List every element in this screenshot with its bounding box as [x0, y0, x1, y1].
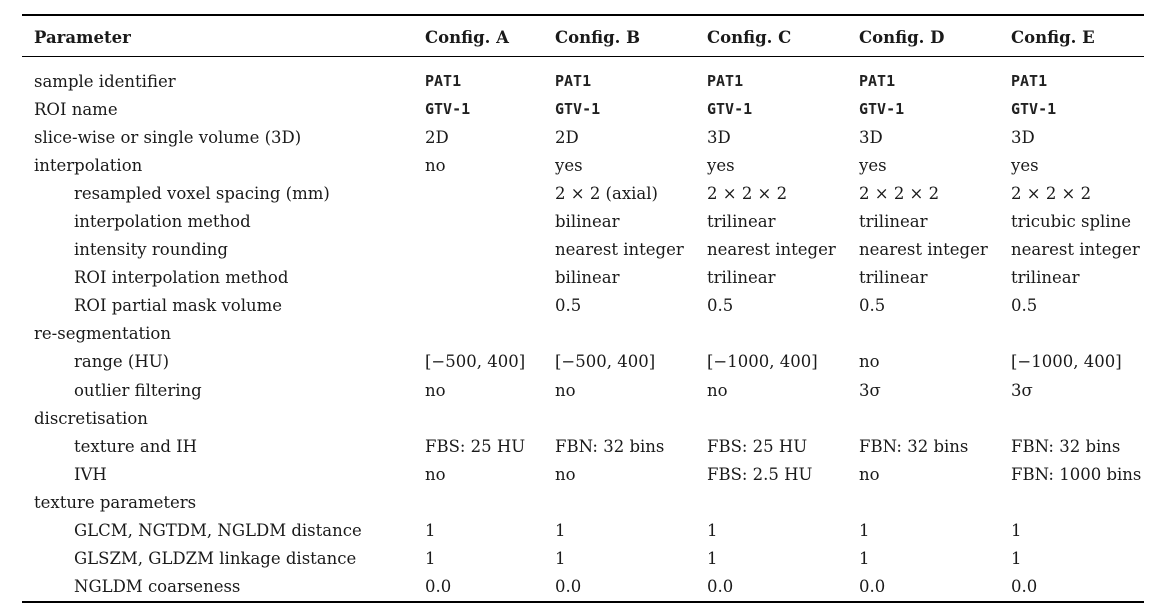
row-label: ROI partial mask volume	[74, 296, 283, 316]
cell-config-e: 3σ	[1011, 380, 1033, 400]
cell-config-c: [−1000, 400]	[707, 352, 818, 372]
row-label: ROI name	[34, 99, 118, 119]
cell-config-e: 1	[1011, 549, 1022, 569]
cell-config-b: PAT1	[555, 72, 592, 91]
cell-config-a	[425, 236, 555, 264]
cell-config-c: yes	[707, 155, 735, 175]
cell-config-e: yes	[1011, 155, 1039, 175]
row-label: sample identifier	[34, 71, 176, 91]
row-label: IVH	[74, 464, 107, 484]
table-row	[22, 517, 1156, 545]
cell-config-b: 0.5	[555, 296, 582, 316]
cell-config-b: 0.0	[555, 577, 582, 597]
cell-config-b: bilinear	[555, 268, 620, 288]
row-label: outlier filtering	[74, 380, 202, 400]
cell-config-e: GTV-1	[1011, 100, 1057, 119]
cell-config-d: 3D	[859, 127, 883, 147]
cell-config-c	[707, 404, 859, 432]
row-label: range (HU)	[74, 352, 170, 372]
cell-config-c: 1	[707, 549, 718, 569]
cell-config-e: 0.0	[1011, 577, 1038, 597]
row-label: GLSZM, GLDZM linkage distance	[74, 549, 357, 569]
cell-config-c: FBS: 2.5 HU	[707, 464, 813, 484]
cell-config-d: trilinear	[859, 212, 928, 232]
cell-config-a: 1	[425, 549, 436, 569]
cell-config-a: FBS: 25 HU	[425, 436, 526, 456]
cell-config-d: 0.0	[859, 577, 886, 597]
table-row	[22, 488, 1156, 516]
table-row	[22, 320, 1156, 348]
cell-config-a: [−500, 400]	[425, 352, 526, 372]
cell-config-c: 2 × 2 × 2	[707, 183, 788, 203]
cell-config-d: 1	[859, 549, 870, 569]
table-row	[22, 151, 1156, 179]
configuration-table-body	[22, 57, 1156, 601]
cell-config-a: 2D	[425, 127, 449, 147]
cell-config-e	[1011, 404, 1156, 432]
cell-config-e	[1011, 320, 1156, 348]
cell-config-d	[859, 404, 1011, 432]
cell-config-e: FBN: 32 bins	[1011, 436, 1121, 456]
row-label: slice-wise or single volume (3D)	[34, 127, 302, 147]
table-row	[22, 95, 1156, 123]
cell-config-d: PAT1	[859, 72, 896, 91]
cell-config-b: no	[555, 464, 576, 484]
row-label: GLCM, NGTDM, NGLDM distance	[74, 521, 362, 541]
table-row	[22, 123, 1156, 151]
cell-config-b	[555, 404, 707, 432]
cell-config-d: 1	[859, 521, 870, 541]
cell-config-e: 3D	[1011, 127, 1035, 147]
cell-config-e	[1011, 488, 1156, 516]
cell-config-a: no	[425, 155, 446, 175]
cell-config-e: 0.5	[1011, 296, 1038, 316]
cell-config-b: nearest integer	[555, 240, 684, 260]
header-config-a: Config. A	[425, 27, 509, 47]
cell-config-e: FBN: 1000 bins	[1011, 464, 1142, 484]
row-label: NGLDM coarseness	[74, 577, 241, 597]
cell-config-c: 3D	[707, 127, 731, 147]
cell-config-d	[859, 488, 1011, 516]
config-table-wrapper	[22, 14, 1144, 603]
cell-config-b: 1	[555, 521, 566, 541]
table-row	[22, 292, 1156, 320]
cell-config-e: PAT1	[1011, 72, 1048, 91]
header-config-c: Config. C	[707, 27, 792, 47]
table-row	[22, 404, 1156, 432]
cell-config-c: 1	[707, 521, 718, 541]
cell-config-e: 1	[1011, 521, 1022, 541]
cell-config-b: 1	[555, 549, 566, 569]
cell-config-a	[425, 179, 555, 207]
cell-config-b: bilinear	[555, 212, 620, 232]
table-row	[22, 545, 1156, 573]
cell-config-b: no	[555, 380, 576, 400]
cell-config-d: no	[859, 352, 880, 372]
header-config-b: Config. B	[555, 27, 641, 47]
cell-config-c: 0.0	[707, 577, 734, 597]
cell-config-d: nearest integer	[859, 240, 988, 260]
header-parameter: Parameter	[34, 27, 131, 47]
configuration-table	[22, 16, 1156, 56]
row-label: intensity rounding	[74, 240, 228, 260]
header-config-e: Config. E	[1011, 27, 1095, 47]
header-config-d: Config. D	[859, 27, 945, 47]
cell-config-d: yes	[859, 155, 887, 175]
table-row	[22, 376, 1156, 404]
cell-config-a	[425, 488, 555, 516]
cell-config-c	[707, 488, 859, 516]
cell-config-d: GTV-1	[859, 100, 905, 119]
cell-config-e: nearest integer	[1011, 240, 1140, 260]
table-row	[22, 432, 1156, 460]
cell-config-b: FBN: 32 bins	[555, 436, 665, 456]
table-row	[22, 264, 1156, 292]
table-row	[22, 207, 1156, 235]
cell-config-e: trilinear	[1011, 268, 1080, 288]
cell-config-e: [−1000, 400]	[1011, 352, 1122, 372]
cell-config-a	[425, 320, 555, 348]
cell-config-a: 0.0	[425, 577, 452, 597]
cell-config-a	[425, 207, 555, 235]
cell-config-a: no	[425, 464, 446, 484]
cell-config-b: [−500, 400]	[555, 352, 656, 372]
table-row	[22, 179, 1156, 207]
cell-config-e: tricubic spline	[1011, 212, 1131, 232]
cell-config-e: 2 × 2 × 2	[1011, 183, 1092, 203]
cell-config-b: 2D	[555, 127, 579, 147]
cell-config-d: no	[859, 464, 880, 484]
cell-config-c: trilinear	[707, 212, 776, 232]
table-row	[22, 57, 1156, 95]
cell-config-b: GTV-1	[555, 100, 601, 119]
cell-config-a	[425, 292, 555, 320]
cell-config-a: GTV-1	[425, 100, 471, 119]
cell-config-d: FBN: 32 bins	[859, 436, 969, 456]
cell-config-c	[707, 320, 859, 348]
cell-config-c: 0.5	[707, 296, 734, 316]
cell-config-c: GTV-1	[707, 100, 753, 119]
row-label: texture parameters	[34, 492, 197, 512]
cell-config-c: trilinear	[707, 268, 776, 288]
table-row	[22, 348, 1156, 376]
cell-config-a	[425, 404, 555, 432]
table-row	[22, 573, 1156, 601]
row-label: interpolation method	[74, 212, 251, 232]
cell-config-a: PAT1	[425, 72, 462, 91]
table-row	[22, 460, 1156, 488]
table-row	[22, 236, 1156, 264]
table-bottom-rule	[22, 601, 1144, 603]
cell-config-a: 1	[425, 521, 436, 541]
row-label: re-segmentation	[34, 324, 171, 344]
cell-config-d	[859, 320, 1011, 348]
cell-config-b: yes	[555, 155, 583, 175]
cell-config-a	[425, 264, 555, 292]
cell-config-b: 2 × 2 (axial)	[555, 183, 658, 203]
cell-config-d: 0.5	[859, 296, 886, 316]
cell-config-c: FBS: 25 HU	[707, 436, 808, 456]
cell-config-a: no	[425, 380, 446, 400]
table-header-row	[22, 16, 1156, 56]
row-label: ROI interpolation method	[74, 268, 289, 288]
cell-config-c: PAT1	[707, 72, 744, 91]
cell-config-c: no	[707, 380, 728, 400]
cell-config-d: 3σ	[859, 380, 881, 400]
row-label: resampled voxel spacing (mm)	[74, 183, 330, 203]
row-label: interpolation	[34, 155, 143, 175]
cell-config-b	[555, 320, 707, 348]
row-label: texture and IH	[74, 436, 198, 456]
cell-config-d: 2 × 2 × 2	[859, 183, 940, 203]
row-label: discretisation	[34, 408, 148, 428]
cell-config-b	[555, 488, 707, 516]
cell-config-c: nearest integer	[707, 240, 836, 260]
cell-config-d: trilinear	[859, 268, 928, 288]
